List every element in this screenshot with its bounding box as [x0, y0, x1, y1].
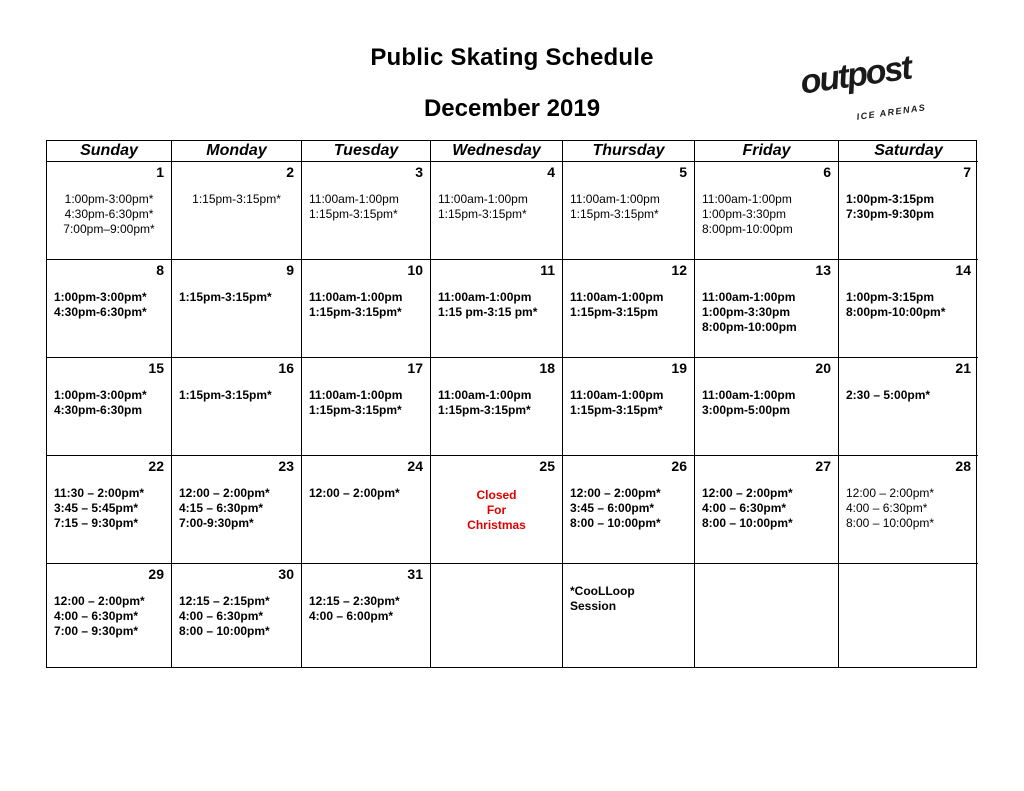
- calendar-day-cell: [695, 456, 839, 564]
- day-number: 29: [148, 566, 164, 582]
- day-number: 18: [539, 360, 555, 376]
- session-times: [309, 388, 423, 418]
- session-time: 1:00pm-3:00pm*: [64, 192, 154, 206]
- day-header: Tuesday: [302, 141, 431, 162]
- calendar-day-cell: [839, 260, 978, 358]
- day-number: 16: [278, 360, 294, 376]
- calendar-day-cell: [431, 456, 563, 564]
- session-time: 1:00pm-3:00pm*: [54, 388, 147, 402]
- session-time: 11:00am-1:00pm: [570, 388, 664, 402]
- calendar-day-cell: [839, 358, 978, 456]
- session-times: [309, 486, 423, 501]
- calendar-day-cell: [563, 564, 695, 667]
- page-title: Public Skating Schedule: [370, 44, 654, 71]
- day-number: 7: [963, 164, 971, 180]
- calendar-day-cell: [302, 162, 431, 260]
- session-times: [702, 290, 831, 335]
- calendar-day-cell: [839, 162, 978, 260]
- calendar-grid: [46, 140, 977, 668]
- closed-notice-line: For: [486, 503, 507, 517]
- calendar-day-cell: [172, 162, 302, 260]
- logo-wordmark: outpost: [798, 48, 913, 102]
- session-time: 12:00 – 2:00pm*: [54, 594, 145, 608]
- calendar-day-cell: [47, 162, 172, 260]
- session-times: [846, 486, 971, 531]
- session-time: 11:00am-1:00pm: [702, 388, 796, 402]
- session-time: 7:00-9:30pm*: [179, 516, 254, 530]
- session-times: [570, 290, 687, 320]
- session-times: [54, 192, 164, 237]
- session-time: 1:15pm-3:15pm*: [570, 207, 659, 221]
- session-time: 4:30pm-6:30pm*: [54, 305, 147, 319]
- session-time: 11:00am-1:00pm: [438, 388, 532, 402]
- session-times: [309, 594, 423, 624]
- session-times: [438, 388, 555, 418]
- calendar-day-cell: [172, 456, 302, 564]
- day-number: 28: [955, 458, 971, 474]
- day-number: 15: [148, 360, 164, 376]
- session-time: 4:00 – 6:30pm*: [846, 501, 928, 515]
- session-time: 1:15pm-3:15pm*: [309, 403, 402, 417]
- calendar-day-cell: [563, 260, 695, 358]
- session-times: [309, 290, 423, 320]
- session-times: [438, 290, 555, 320]
- session-footnote: [570, 584, 687, 614]
- day-number: 13: [815, 262, 831, 278]
- closed-notice-line: Christmas: [467, 518, 526, 532]
- day-number: 4: [547, 164, 555, 180]
- closed-notice-line: Closed: [476, 488, 517, 502]
- day-number: 23: [278, 458, 294, 474]
- session-time: 4:00 – 6:30pm*: [179, 609, 264, 623]
- day-number: 22: [148, 458, 164, 474]
- day-number: 6: [823, 164, 831, 180]
- day-number: 9: [286, 262, 294, 278]
- session-times: [54, 594, 164, 639]
- session-time: 12:00 – 2:00pm*: [179, 486, 270, 500]
- session-time: 7:00pm–9:00pm*: [63, 222, 155, 236]
- calendar-day-cell: [47, 456, 172, 564]
- session-time: 8:00 – 10:00pm*: [179, 624, 270, 638]
- session-time: 4:30pm-6:30pm: [54, 403, 143, 417]
- session-time: 1:15pm-3:15pm*: [179, 290, 272, 304]
- session-time: 8:00pm-10:00pm: [702, 222, 793, 236]
- session-time: 1:15pm-3:15pm*: [309, 207, 398, 221]
- session-time: 1:15pm-3:15pm*: [309, 305, 402, 319]
- day-number: 24: [407, 458, 423, 474]
- session-time: 7:30pm-9:30pm: [846, 207, 935, 221]
- session-times: [309, 192, 423, 222]
- session-time: 1:15pm-3:15pm*: [438, 207, 527, 221]
- session-times: [570, 388, 687, 418]
- session-time: 4:15 – 6:30pm*: [179, 501, 264, 515]
- session-time: 12:00 – 2:00pm*: [309, 486, 400, 500]
- session-time: 8:00 – 10:00pm*: [702, 516, 793, 530]
- session-times: [179, 192, 294, 207]
- session-time: 11:00am-1:00pm: [309, 290, 403, 304]
- session-time: 1:00pm-3:30pm: [702, 207, 787, 221]
- closed-notice: [438, 488, 555, 533]
- session-footnote-line: Session: [570, 599, 617, 613]
- session-time: 11:00am-1:00pm: [309, 192, 399, 206]
- day-number: 10: [407, 262, 423, 278]
- day-number: 8: [156, 262, 164, 278]
- calendar-day-cell: [431, 162, 563, 260]
- session-time: 11:00am-1:00pm: [570, 192, 660, 206]
- session-time: 12:00 – 2:00pm*: [570, 486, 661, 500]
- day-number: 21: [955, 360, 971, 376]
- session-times: [702, 388, 831, 418]
- calendar-day-cell: [431, 260, 563, 358]
- session-time: 1:15 pm-3:15 pm*: [438, 305, 538, 319]
- day-number: 1: [156, 164, 164, 180]
- day-number: 27: [815, 458, 831, 474]
- session-times: [179, 388, 294, 403]
- session-time: 1:15pm-3:15pm*: [570, 403, 663, 417]
- outpost-logo: [798, 48, 928, 122]
- day-number: 2: [286, 164, 294, 180]
- day-number: 17: [407, 360, 423, 376]
- calendar-day-cell: [431, 358, 563, 456]
- session-time: 12:00 – 2:00pm*: [846, 486, 935, 500]
- day-header: Saturday: [839, 141, 978, 162]
- day-header: Sunday: [47, 141, 172, 162]
- session-time: 12:00 – 2:00pm*: [702, 486, 793, 500]
- session-times: [570, 486, 687, 531]
- day-header: Friday: [695, 141, 839, 162]
- session-time: 1:15pm-3:15pm: [570, 305, 659, 319]
- day-number: 19: [671, 360, 687, 376]
- session-time: 11:00am-1:00pm: [570, 290, 664, 304]
- calendar-day-cell: [47, 358, 172, 456]
- day-header: Wednesday: [431, 141, 563, 162]
- session-times: [54, 486, 164, 531]
- session-times: [179, 486, 294, 531]
- session-time: 12:15 – 2:30pm*: [309, 594, 400, 608]
- day-number: 3: [415, 164, 423, 180]
- session-times: [54, 388, 164, 418]
- session-times: [846, 192, 971, 222]
- session-times: [846, 290, 971, 320]
- calendar-day-cell: [695, 358, 839, 456]
- session-time: 4:00 – 6:00pm*: [309, 609, 394, 623]
- session-time: 4:30pm-6:30pm*: [64, 207, 154, 221]
- calendar-day-cell: [563, 162, 695, 260]
- session-time: 11:00am-1:00pm: [309, 388, 403, 402]
- calendar-day-cell: [47, 564, 172, 667]
- session-time: 11:00am-1:00pm: [438, 192, 528, 206]
- day-number: 30: [278, 566, 294, 582]
- day-number: 20: [815, 360, 831, 376]
- session-times: [179, 290, 294, 305]
- session-time: 8:00 – 10:00pm*: [570, 516, 661, 530]
- session-time: 1:15pm-3:15pm*: [438, 403, 531, 417]
- session-time: 3:45 – 5:45pm*: [54, 501, 139, 515]
- session-time: 8:00pm-10:00pm*: [846, 305, 946, 319]
- session-time: 11:00am-1:00pm: [702, 290, 796, 304]
- day-number: 26: [671, 458, 687, 474]
- session-time: 7:00 – 9:30pm*: [54, 624, 139, 638]
- session-time: 7:15 – 9:30pm*: [54, 516, 139, 530]
- session-footnote-line: *CooLLoop: [570, 584, 635, 598]
- session-time: 1:15pm-3:15pm*: [179, 388, 272, 402]
- calendar-day-cell: [839, 564, 978, 667]
- session-times: [702, 192, 831, 237]
- calendar-day-cell: [172, 260, 302, 358]
- calendar-day-cell: [302, 358, 431, 456]
- calendar-day-cell: [563, 358, 695, 456]
- session-time: 1:00pm-3:15pm: [846, 290, 935, 304]
- day-number: 31: [407, 566, 423, 582]
- calendar-day-cell: [302, 564, 431, 667]
- logo-tagline: ICE ARENAS: [856, 102, 927, 122]
- session-times: [179, 594, 294, 639]
- day-number: 5: [679, 164, 687, 180]
- session-time: 1:00pm-3:00pm*: [54, 290, 147, 304]
- day-number: 14: [955, 262, 971, 278]
- session-time: 1:15pm-3:15pm*: [192, 192, 281, 206]
- calendar-day-cell: [302, 260, 431, 358]
- session-times: [438, 192, 555, 222]
- session-time: 4:00 – 6:30pm*: [702, 501, 787, 515]
- day-number: 11: [540, 262, 555, 278]
- calendar-day-cell: [302, 456, 431, 564]
- session-time: 3:00pm-5:00pm: [702, 403, 791, 417]
- session-times: [846, 388, 971, 403]
- session-time: 11:30 – 2:00pm*: [54, 486, 145, 500]
- calendar-day-cell: [695, 162, 839, 260]
- calendar-day-cell: [695, 260, 839, 358]
- session-times: [570, 192, 687, 222]
- day-header: Thursday: [563, 141, 695, 162]
- calendar-day-cell: [47, 260, 172, 358]
- month-title: December 2019: [423, 95, 601, 122]
- session-times: [54, 290, 164, 320]
- calendar-day-cell: [839, 456, 978, 564]
- day-header: Monday: [172, 141, 302, 162]
- day-number: 12: [671, 262, 687, 278]
- session-time: 1:00pm-3:15pm: [846, 192, 935, 206]
- session-time: 11:00am-1:00pm: [438, 290, 532, 304]
- calendar-day-cell: [563, 456, 695, 564]
- calendar-day-cell: [172, 358, 302, 456]
- session-time: 8:00pm-10:00pm: [702, 320, 797, 334]
- session-time: 4:00 – 6:30pm*: [54, 609, 139, 623]
- calendar-day-cell: [172, 564, 302, 667]
- session-time: 1:00pm-3:30pm: [702, 305, 791, 319]
- calendar-day-cell: [695, 564, 839, 667]
- calendar-day-cell: [431, 564, 563, 667]
- session-time: 8:00 – 10:00pm*: [846, 516, 935, 530]
- day-number: 25: [539, 458, 555, 474]
- session-time: 12:15 – 2:15pm*: [179, 594, 270, 608]
- session-time: 11:00am-1:00pm: [702, 192, 792, 206]
- session-time: 2:30 – 5:00pm*: [846, 388, 931, 402]
- session-time: 3:45 – 6:00pm*: [570, 501, 655, 515]
- session-times: [702, 486, 831, 531]
